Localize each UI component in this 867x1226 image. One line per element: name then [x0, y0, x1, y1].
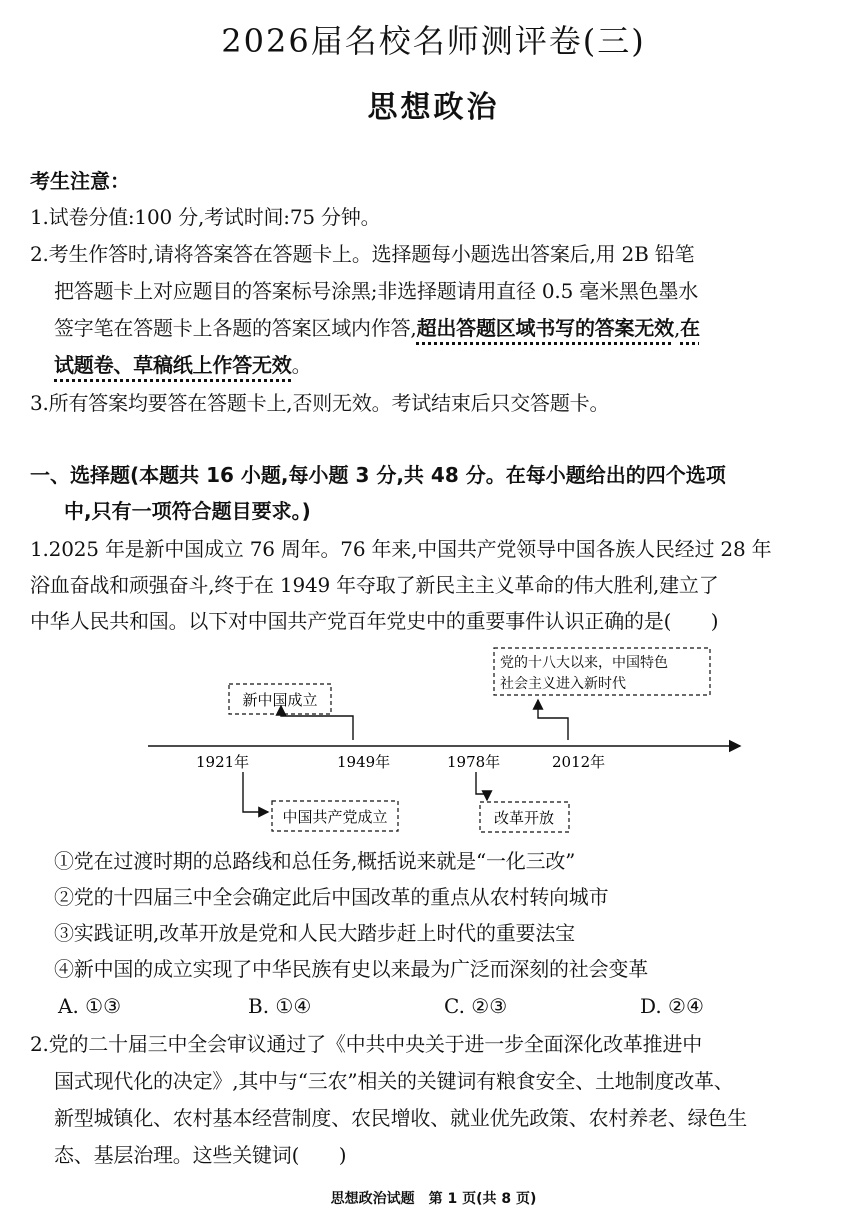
q1-option-a: A. ①③ [58, 994, 122, 1018]
year-label: 2012年 [552, 753, 606, 771]
notice-item-2-line-3 [54, 315, 700, 341]
history-timeline [0, 640, 867, 840]
q1-statement-4: ④新中国的成立实现了中华民族有史以来最为广泛而深刻的社会变革 [54, 957, 648, 981]
q1-statement-2: ②党的十四届三中全会确定此后中国改革的重点从农村转向城市 [54, 885, 609, 909]
q2-line-3: 新型城镇化、农村基本经营制度、农民增收、就业优先政策、农村养老、绿色生 [54, 1106, 747, 1130]
q1-line-1: 1.2025 年是新中国成立 76 周年。76 年来,中国共产党领导中国各族人民经过 28 年 [30, 537, 772, 561]
notice-text: 签字笔在答题卡上各题的答案区域内作答, [54, 316, 417, 340]
notice-item-3: 3.所有答案均要答在答题卡上,否则无效。考试结束后只交答题卡。 [30, 391, 610, 415]
connector-arrow [243, 772, 268, 812]
connector-arrow [538, 700, 568, 740]
connector-arrow [476, 772, 487, 800]
q1-line-3: 中华人民共和国。以下对中国共产党百年党史中的重要事件认识正确的是( ) [30, 609, 719, 633]
notice-item-2-line-1: 2.考生作答时,请将答案答在答题卡上。选择题每小题选出答案后,用 2B 铅笔 [30, 242, 695, 266]
q1-statement-1: ①党在过渡时期的总路线和总任务,概括说来就是“一化三改” [54, 849, 576, 873]
emphasis-text: 试题卷、草稿纸上作答无效 [54, 353, 292, 377]
subject-title: 思想政治 [367, 90, 500, 125]
q2-line-1: 2.党的二十届三中全会审议通过了《中共中央关于进一步全面深化改革推进中 [30, 1032, 703, 1056]
section-heading-line-1: 一、选择题(本题共 16 小题,每小题 3 分,共 48 分。在每小题给出的四个选项 [30, 463, 726, 487]
punctuation: , [673, 316, 681, 340]
q2-line-4: 态、基层治理。这些关键词( ) [54, 1143, 347, 1167]
q1-statement-3: ③实践证明,改革开放是党和人民大踏步赶上时代的重要法宝 [54, 921, 575, 945]
year-label: 1949年 [337, 753, 391, 771]
page-footer: 思想政治试题 第 1 页(共 8 页) [330, 1191, 537, 1207]
punctuation: 。 [291, 353, 312, 377]
exam-title: 2026届名校名师测评卷(三) [221, 22, 646, 60]
q1-option-d: D. ②④ [640, 994, 704, 1018]
event-label: 党的十八大以来，中国特色 [500, 655, 668, 671]
notice-item-2-line-4 [54, 352, 311, 378]
q2-line-2: 国式现代化的决定》,其中与“三农”相关的关键词有粮食安全、土地制度改革、 [54, 1069, 734, 1093]
year-label: 1921年 [196, 753, 250, 771]
q1-line-2: 浴血奋战和顽强奋斗,终于在 1949 年夺取了新民主主义革命的伟大胜利,建立了 [30, 573, 719, 597]
section-heading-line-2: 中,只有一项符合题目要求。) [64, 499, 311, 523]
emphasis-text: 超出答题区域书写的答案无效 [416, 316, 674, 340]
connector-arrow [281, 706, 353, 740]
event-label: 中国共产党成立 [282, 808, 388, 826]
emphasis-text: 在 [680, 316, 700, 340]
event-label: 新中国成立 [242, 691, 318, 709]
notice-item-2-line-2: 把答题卡上对应题目的答案标号涂黑;非选择题请用直径 0.5 毫米黑色墨水 [54, 279, 699, 303]
q1-option-c: C. ②③ [444, 994, 508, 1018]
q1-option-b: B. ①④ [248, 994, 312, 1018]
event-label: 社会主义进入新时代 [500, 676, 626, 692]
event-label: 改革开放 [493, 809, 555, 827]
notice-heading: 考生注意： [30, 169, 130, 193]
year-label: 1978年 [447, 753, 501, 771]
notice-item-1: 1.试卷分值:100 分,考试时间:75 分钟。 [30, 205, 381, 229]
